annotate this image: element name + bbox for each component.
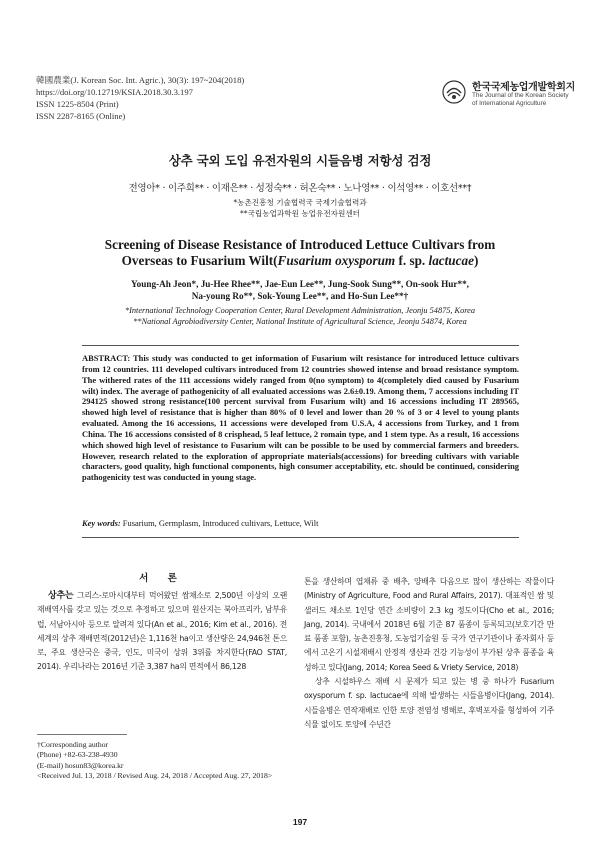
corr-email[interactable]: (E-mail) hosun83@korea.kr [37, 760, 124, 770]
corresponding-author [37, 740, 297, 782]
body-paragraph: 상추 시설하우스 재배 시 문제가 되고 있는 병 중 하나가 Fusarium oxysporum f. sp. lactucae에 의해 발생하는 시들음병이다(Jang, 2014). 시들음병은 연작재배로 인한 토양 전염성 병해로, 후벽포자를 형성하여 기주식물 없이도 토양에 수년간 [304, 677, 554, 729]
body-column-left [37, 589, 287, 675]
affiliations-english [20, 306, 580, 327]
issn-print: ISSN 1225-8504 (Print) [36, 99, 119, 109]
section-heading-introduction: 서 론 [139, 573, 185, 584]
authors-korean: 전영아* · 이주희** · 이재은** · 성정숙** · 허온숙** · 노나영** · 이석영** · 이호선**† [128, 183, 472, 194]
abstract [82, 353, 519, 483]
affiliation-en-2: **National Agrobiodiversity Center, National Institute of Agricultural Science, Jeonju 54874, Korea [133, 316, 467, 326]
issn-online: ISSN 2287-8165 (Online) [36, 111, 126, 121]
body-paragraph: 상추는 그리스-로마시대부터 먹어왔던 쌈채소로 2,500년 이상의 오랜 재배역사를 갖고 있는 것으로 추정하고 있으며 원산지는 북아프리카, 남부유럽, 서남아시아 등으로 알려져 있다(An et al., 2016; Kim et al., 2016). 전 세계의 상추 재배면적(2012년)은 1,116천 ha이고 생산량은 24,946천 톤으로, 주요 생산국은 중국, 인도, 미국이 상위 3위를 차지한다(FAO STAT, 2014). 우리나라는 2016년 기준 3,387 ha의 면적에서 86,128 [37, 591, 287, 672]
affiliation-ko-2: **국립농업과학원 농업유전자원센터 [239, 208, 361, 218]
doi-link[interactable]: https://doi.org/10.12719/KSIA.2018.30.3.197 [36, 87, 193, 97]
lead-word: 상추는 [48, 591, 74, 601]
affiliations-korean [0, 198, 600, 219]
abstract-bottom-rule [82, 537, 519, 538]
title-korean: 상추 국외 도입 유전자원의 시들음병 저항성 검정 [168, 153, 432, 168]
title-en-line-2: Overseas to Fusarium Wilt(Fusarium oxysporum f. sp. lactucae) [121, 253, 479, 268]
abstract-top-rule [82, 345, 519, 346]
abstract-label: ABSTRACT: [82, 353, 131, 363]
corr-dates: <Received Jul. 13, 2018 / Revised Aug. 24, 2018 / Accepted Aug. 27, 2018> [37, 771, 273, 781]
keywords [82, 518, 519, 528]
body-column-right [304, 575, 554, 732]
title-english [40, 237, 560, 269]
keywords-label: Key words: [82, 518, 121, 528]
footnote-rule [37, 734, 127, 735]
corr-label: †Corresponding author [37, 740, 109, 749]
society-name-en: The Journal of the Korean Society of International Agriculture [472, 92, 569, 107]
affiliation-ko-1: *농촌진흥청 기술협력국 국제기술협력과 [233, 198, 367, 207]
society-name-ko: 한국국제농업개발학회지 [472, 82, 575, 93]
corr-phone: (Phone) +82-63-238-4930 [37, 750, 118, 760]
title-en-line-1: Screening of Disease Resistance of Introduced Lettuce Cultivars from [104, 237, 496, 252]
authors-english [40, 279, 560, 302]
society-emblem-icon [442, 80, 466, 104]
authors-en-line-1: Young-Ah Jeon*, Ju-Hee Rhee**, Jae-Eun Lee**, Jung-Sook Sung**, On-sook Hur**, [131, 279, 469, 289]
journal-citation: 韓國農業(J. Korean Soc. Int. Agric.), 30(3): 197~204(2018) [36, 75, 245, 85]
authors-en-line-2: Na-young Ro**, Sok-Young Lee**, and Ho-Sun Lee**† [191, 290, 409, 301]
journal-header [36, 74, 244, 122]
page-number: 197 [292, 817, 308, 827]
abstract-text: This study was conducted to get information of Fusarium wilt resistance for introduced lettuce cultivars from 12 countries. 111 developed cultivars introduced from 12 countries showed intense and broad resistance symptom. The withered rates of the 111 accessions widely ranged from 0(no symptom) to 4(completely died caused by Fusarium wilt) index. The average of pathogenicity of all evaluated accessions was 2.6±0.19. Among them, 7 accessions including IT 294125 showed strong resistance(100 percent survival from Fusarium wilt) and 16 accessions including IT 289565, showed high level of resistance that is higher than 80% of 0 level and lower than 20 % of 3 or 4 level to young plants evaluated. Among the 16 accessions, 11 accessions were developed from U.S.A, 4 accessions from Turkey, and 1 from China. The 16 accessions consisted of 8 crisphead, 5 leaf lettuce, 2 romain type, and 1 stem type. As a result, 16 accessions which showed high level of resistance to Fusarium wilt can be possible to be used by commercial farmers and breeders. However, research related to the exploration of appropriate materials(accessions) for breeding cultivars with variable characters, good quality, high functional components, high consumer acceptability, etc. should be continued, considering pathogenicity test was conducted in young stage. [82, 353, 519, 483]
affiliation-en-1: *International Technology Cooperation Center, Rural Development Administration, Jeonju 54875, Korea [125, 306, 475, 315]
keywords-text: Fusarium, Germplasm, Introduced cultivars, Lettuce, Wilt [120, 518, 319, 528]
body-paragraph: 톤을 생산하며 엽채류 중 배추, 양배추 다음으로 많이 생산하는 작물이다(Ministry of Agriculture, Food and Rural Affairs, 2017). 대표적인 쌈 및 샐러드 채소로 1인당 연간 소비량이 2.3 kg 정도이다(Cho et al., 2016; Jang, 2014). 국내에서 2018년 6월 기준 87 품종이 등록되고(보호기간 만료 품종 포함), 농촌진흥청, 도농업기술원 등 국가 연구기관이나 종자회사 등에서 고온기 시설재배시 안정적 생산과 건강 기능성이 부가된 상추 품종을 육성하고 있다(Jang, 2014; Korea Seed & Vriety Service, 2018) [304, 577, 554, 672]
